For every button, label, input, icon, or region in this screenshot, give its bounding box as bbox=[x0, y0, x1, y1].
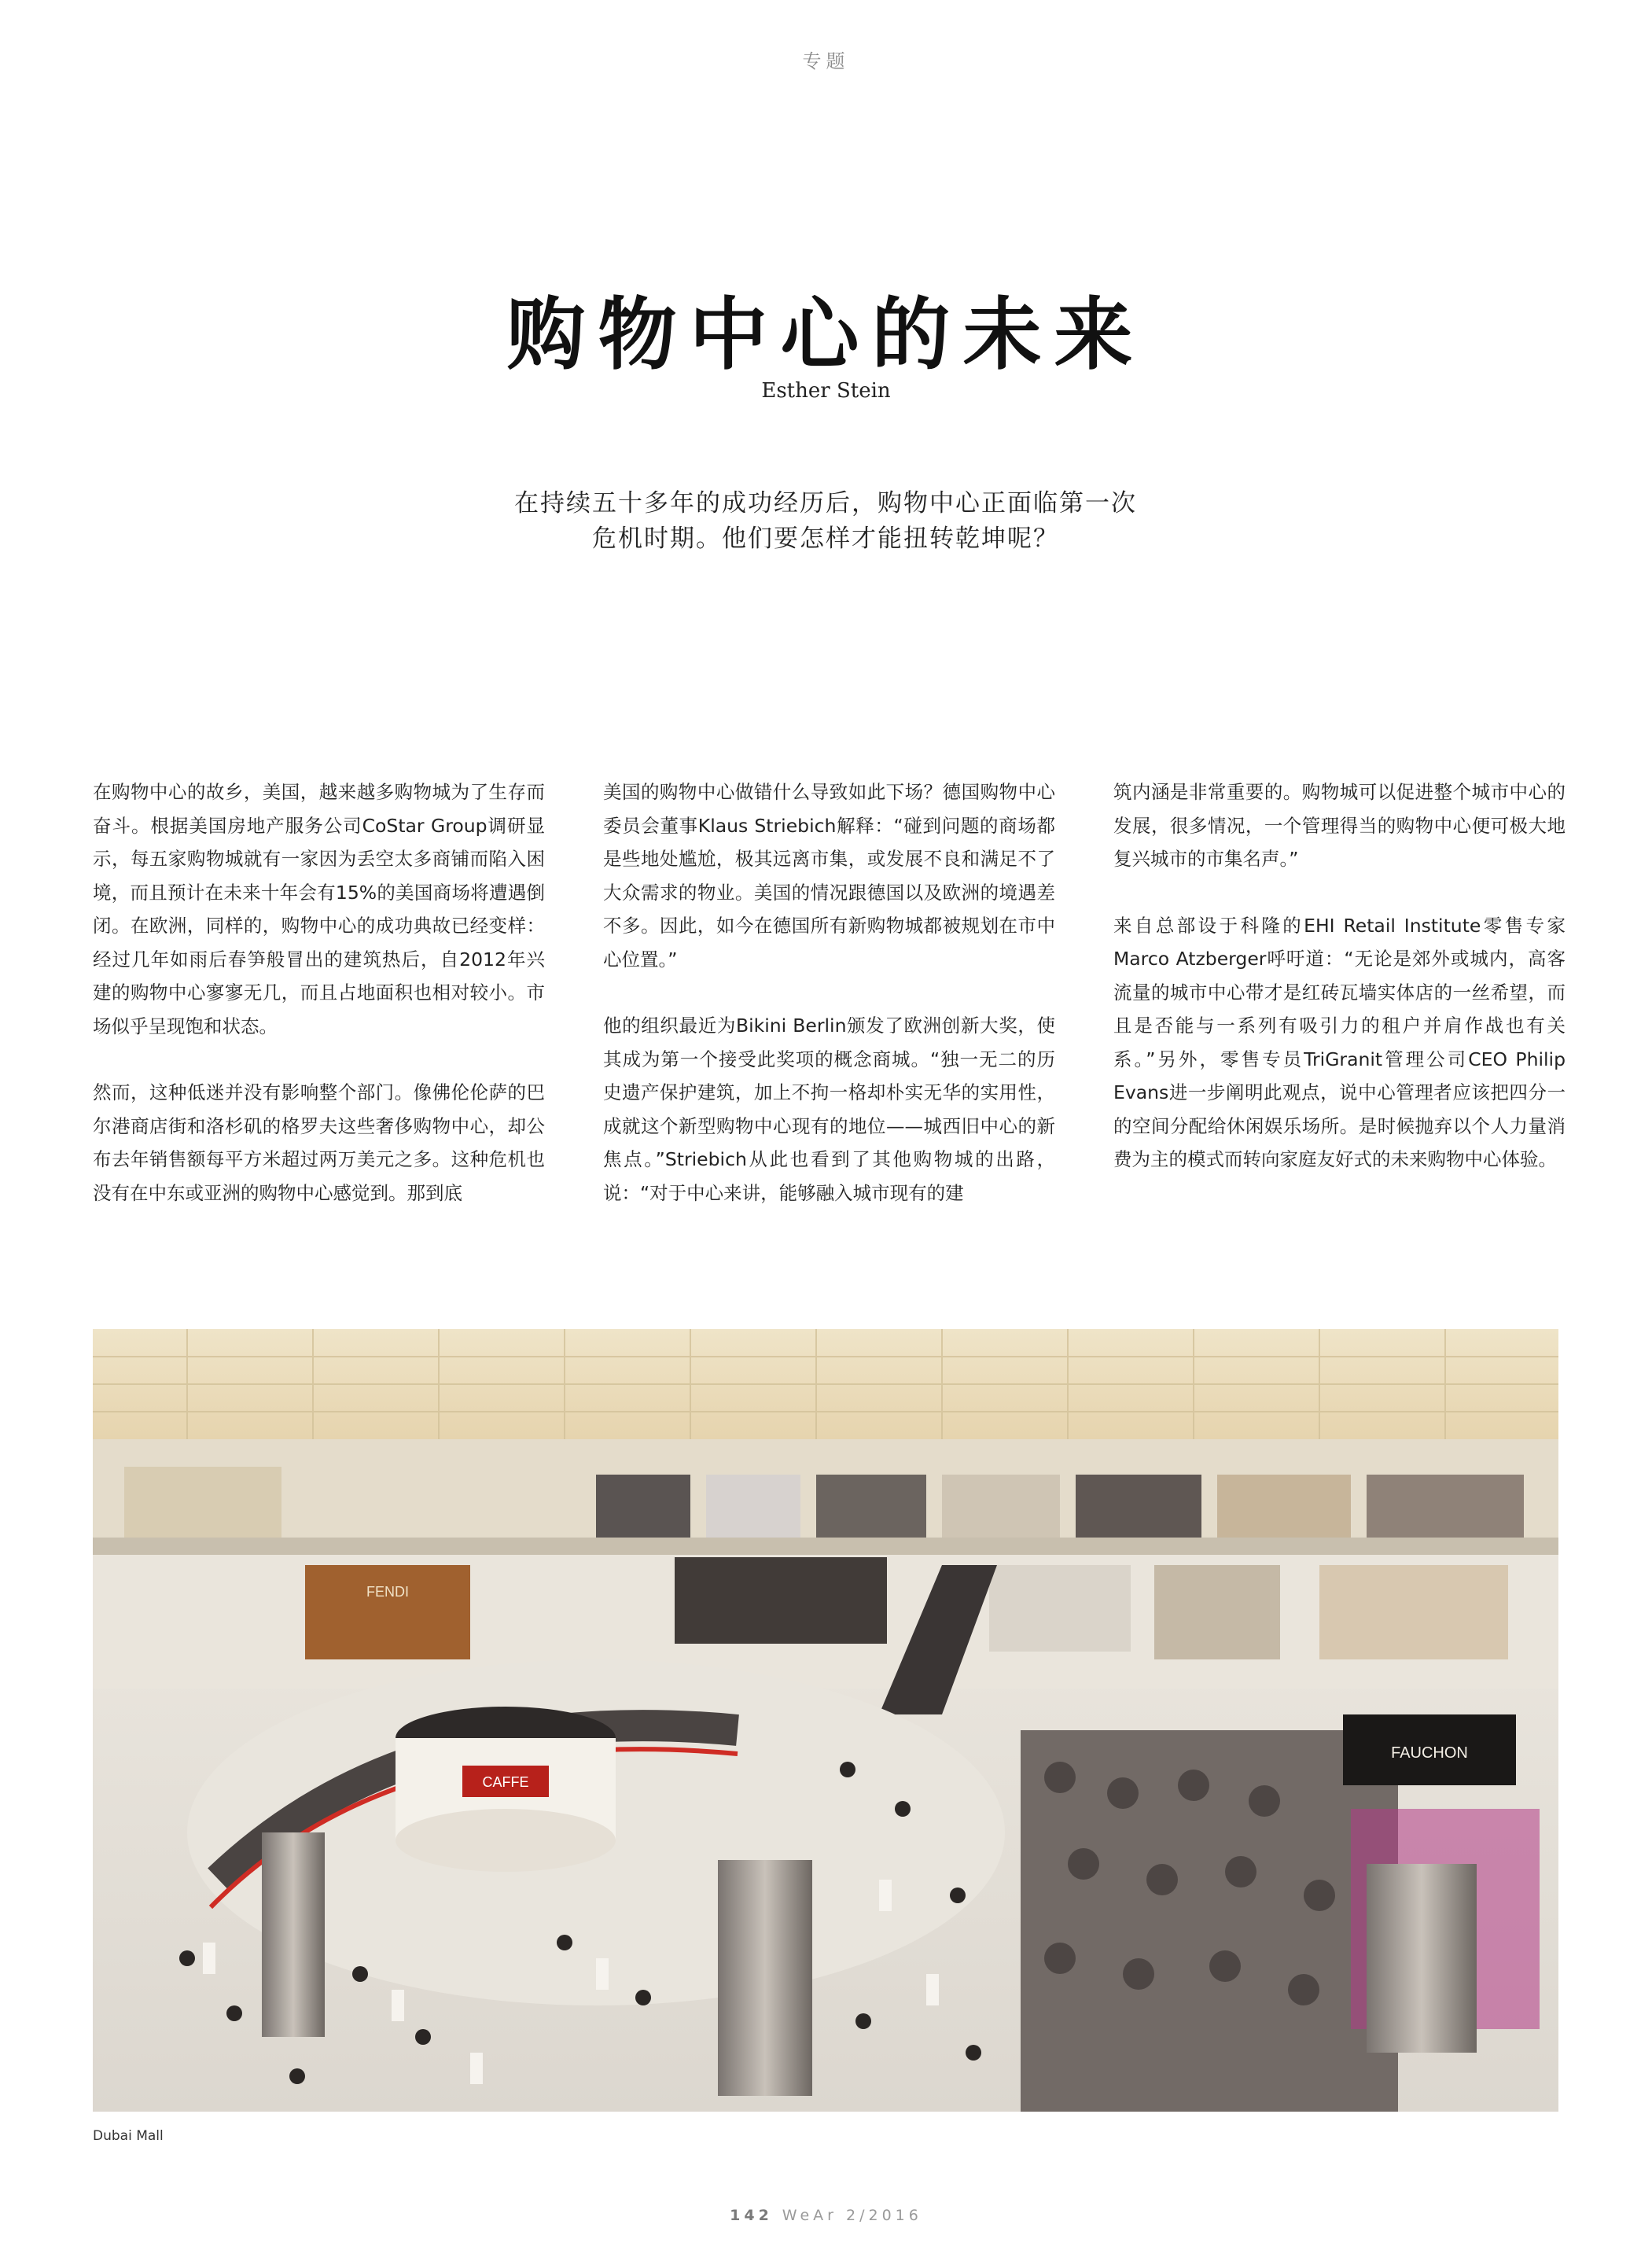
section-tag: 专题 bbox=[802, 50, 850, 72]
page-folio bbox=[0, 2207, 1652, 2224]
body-paragraph: 在购物中心的故乡，美国，越来越多购物城为了生存而奋斗。根据美国房地产服务公司CoStar Group调研显示，每五家购物城就有一家因为丢空太多商铺而陷入困境，而且预计在未来十年会有15%的美国商场将遭遇倒闭。在欧洲，同样的，购物中心的成功典故已经变样：经过几年如雨后春笋般冒出的建筑热后，自2012年兴建的购物中心寥寥无几，而且占地面积也相对较小。市场似乎呈现饱和状态。 bbox=[93, 781, 545, 1037]
body-paragraph: 他的组织最近为Bikini Berlin颁发了欧洲创新大奖，使其成为第一个接受此奖项的概念商城。“独一无二的历史遗产保护建筑，加上不拘一格却朴实无华的实用性，成就这个新型购物中心现有的地位——城西旧中心的新焦点。”Striebich从此也看到了其他购物城的出路，说：“对于中心来讲，能够融入城市现有的建 bbox=[603, 1015, 1055, 1204]
article-author: Esther Stein bbox=[761, 379, 891, 403]
body-column-2 bbox=[603, 775, 1055, 1243]
article-lead: 在持续五十多年的成功经历后，购物中心正面临第一次危机时期。他们要怎样才能扭转乾坤呢？ bbox=[514, 489, 1137, 553]
caffe-sign: CAFFE bbox=[482, 1774, 529, 1790]
fauchon-sign: FAUCHON bbox=[1391, 1744, 1468, 1762]
mall-photo bbox=[93, 1329, 1558, 2112]
body-paragraph: 美国的购物中心做错什么导致如此下场？德国购物中心委员会董事Klaus Striebich解释：“碰到问题的商场都是些地处尴尬，极其远离市集，或发展不良和满足不了大众需求的物业。美国的情况跟德国以及欧洲的境遇差不多。因此，如今在德国所有新购物城都被规划在市中心位置。” bbox=[603, 781, 1055, 970]
article-title: 购物中心的未来 bbox=[506, 289, 1146, 381]
body-paragraph: 筑内涵是非常重要的。购物城可以促进整个城市中心的发展，很多情况，一个管理得当的购物中心便可极大地复兴城市的市集名声。” bbox=[1113, 781, 1566, 870]
fendi-sign: FENDI bbox=[366, 1584, 409, 1600]
body-paragraph: 然而，这种低迷并没有影响整个部门。像佛伦伦萨的巴尔港商店街和洛杉矶的格罗夫这些奢侈购物中心，却公布去年销售额每平方米超过两万美元之多。这种危机也没有在中东或亚洲的购物中心感觉到。那到底 bbox=[93, 1081, 545, 1204]
body-paragraph: 来自总部设于科隆的EHI Retail Institute零售专家Marco Atzberger呼吁道：“无论是郊外或城内，高客流量的城市中心带才是红砖瓦墙实体店的一丝希望，而且是否能与一系列有吸引力的租户并肩作战也有关系。”另外，零售专员TriGranit管理公司CEO Philip Evans进一步阐明此观点，说中心管理者应该把四分一的空间分配给休闲娱乐场所。是时候抛弃以个人力量消费为主的模式而转向家庭友好式的未来购物中心体验。 bbox=[1113, 914, 1566, 1170]
issue-label: WeAr 2/2016 bbox=[782, 2207, 922, 2224]
page-number: 142 bbox=[730, 2207, 773, 2224]
body-column-3 bbox=[1113, 775, 1566, 1210]
body-column-1 bbox=[93, 775, 545, 1243]
photo-caption: Dubai Mall bbox=[93, 2128, 164, 2144]
